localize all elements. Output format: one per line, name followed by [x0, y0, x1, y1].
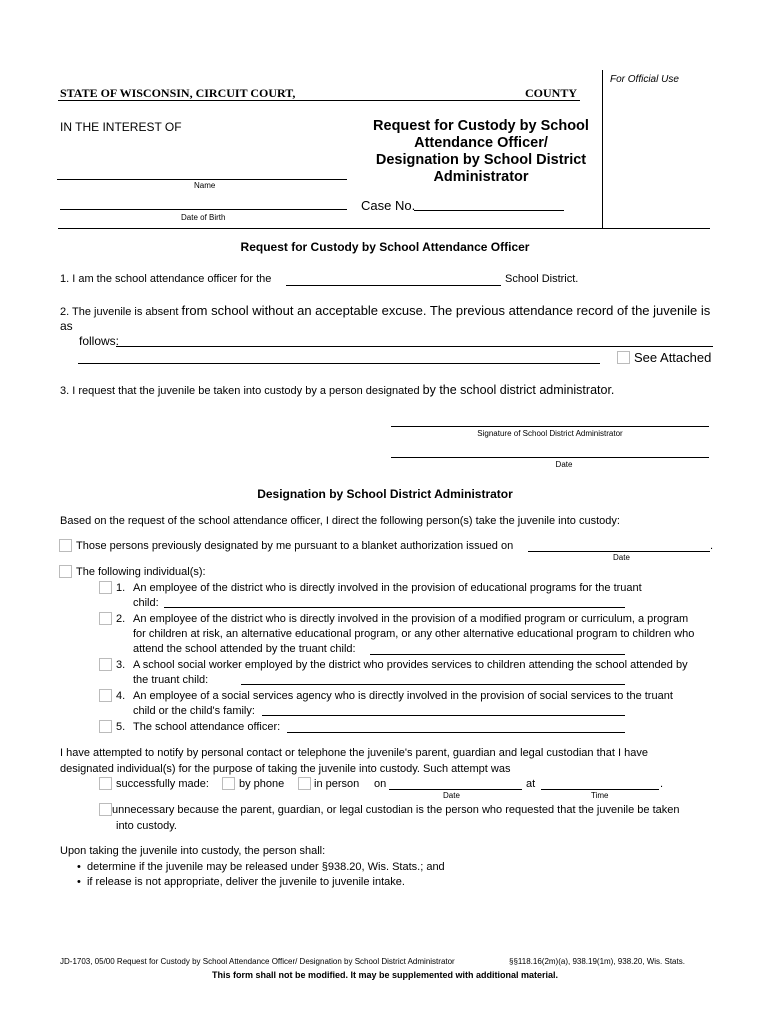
section1-heading: Request for Custody by School Attendance Officer	[240, 240, 530, 254]
dob-field[interactable]	[60, 209, 347, 210]
item2-as: as	[60, 319, 73, 333]
sig-date-field[interactable]	[391, 457, 709, 458]
item-1-checkbox[interactable]	[99, 581, 112, 594]
item-4-checkbox[interactable]	[99, 689, 112, 702]
unnecessary-checkbox[interactable]	[99, 803, 112, 816]
title-line-3: Designation by School District	[375, 152, 587, 168]
unnecessary-line-1: unnecessary because the parent, guardian, or legal custodian is the person who requested that the juvenile be taken	[112, 804, 680, 816]
individuals-label: The following individual(s):	[76, 566, 206, 578]
form-title	[350, 118, 612, 186]
upon-bullet-2-text: if release is not appropriate, deliver the juvenile to juvenile intake.	[86, 876, 405, 888]
item3-a: 3. I request that the juvenile be taken into custody by a person designated	[60, 385, 423, 397]
attempt-time-label: Time	[591, 791, 609, 800]
case-no-field[interactable]	[414, 210, 564, 211]
by-phone-label: by phone	[239, 778, 285, 790]
item-5-num: 5.	[116, 721, 126, 733]
header-bottom-rule	[58, 228, 710, 229]
blanket-date-label: Date	[613, 553, 630, 562]
successfully-label: successfully made:	[116, 778, 209, 790]
blanket-label: Those persons previously designated by me pursuant to a blanket authorization issued on	[76, 540, 514, 552]
school-district-field[interactable]	[286, 285, 501, 286]
signature-label: Signature of School District Administrator	[477, 429, 623, 438]
follows-label: follows:	[79, 334, 120, 348]
county-label: COUNTY	[525, 86, 578, 100]
section2-heading: Designation by School District Administrator	[257, 487, 513, 501]
item-3-line-2: the truant child:	[133, 674, 209, 686]
name-label: Name	[194, 181, 216, 190]
blanket-checkbox[interactable]	[59, 539, 72, 552]
item-3-field[interactable]	[241, 684, 625, 685]
item-4-num: 4.	[116, 690, 126, 702]
item-2-field[interactable]	[370, 654, 625, 655]
blanket-period: .	[710, 540, 714, 552]
item2-b: from school without an acceptable excuse. The previous attendance record of the juvenile is	[181, 303, 711, 318]
upon-bullet-1	[77, 861, 445, 873]
in-person-label: in person	[314, 778, 360, 790]
court-underline	[58, 100, 580, 101]
footer-form-id: JD-1703, 05/00 Request for Custody by School Attendance Officer/ Designation by School District Administrator	[60, 957, 455, 966]
individuals-checkbox[interactable]	[59, 565, 72, 578]
footer-notice: This form shall not be modified. It may be supplemented with additional material.	[211, 970, 559, 980]
item-2-line-3: attend the school attended by the truant child:	[133, 643, 356, 655]
dob-label: Date of Birth	[181, 213, 226, 222]
title-line-2: Attendance Officer/	[414, 135, 548, 151]
on-label: on	[374, 778, 387, 790]
item-2-line-1: An employee of the district who is directly involved in the provision of a modified program or curriculum, a program	[133, 613, 689, 625]
unnecessary-line-2: into custody.	[116, 820, 177, 832]
at-label: at	[526, 778, 536, 790]
signature-field[interactable]	[391, 426, 709, 427]
item-1-num: 1.	[116, 582, 126, 594]
item3-b: by the school district administrator.	[422, 383, 615, 397]
item2-text	[60, 303, 710, 318]
in-person-checkbox[interactable]	[298, 777, 311, 790]
see-attached-checkbox[interactable]	[617, 351, 630, 364]
item-3-line-1: A school social worker employed by the district who provides services to children attending the school attended by	[133, 659, 688, 671]
name-field[interactable]	[57, 179, 347, 180]
item-3-checkbox[interactable]	[99, 658, 112, 671]
bullet-dot: •	[77, 861, 87, 873]
blanket-date-field[interactable]	[528, 551, 710, 552]
item-5-line-1: The school attendance officer:	[133, 721, 281, 733]
item-5-checkbox[interactable]	[99, 720, 112, 733]
item-4-field[interactable]	[262, 715, 625, 716]
item-1-field[interactable]	[164, 607, 625, 608]
item-4-line-2: child or the child's family:	[133, 705, 255, 717]
item-2-line-2: for children at risk, an alternative educational program, or any other alternative educational program to children who	[133, 628, 695, 640]
attempt-date-field[interactable]	[389, 789, 522, 790]
sig-date-label: Date	[555, 460, 573, 469]
attendance-record-field-1[interactable]	[116, 346, 713, 347]
attempt-time-field[interactable]	[541, 789, 659, 790]
item-4-line-1: An employee of a social services agency who is directly involved in the provision of social services to the truant	[133, 690, 673, 702]
item1-text: 1. I am the school attendance officer for the	[60, 273, 272, 285]
item2-a: 2. The juvenile is absent	[60, 306, 182, 318]
upon-intro: Upon taking the juvenile into custody, the person shall:	[60, 845, 326, 857]
title-line-4: Administrator	[433, 169, 529, 185]
item-1-line-1: An employee of the district who is directly involved in the provision of educational programs for the truant	[133, 582, 642, 594]
attempt-period: .	[660, 778, 664, 790]
item3-text	[60, 383, 614, 397]
item-2-num: 2.	[116, 613, 126, 625]
item-2-checkbox[interactable]	[99, 612, 112, 625]
upon-bullet-2	[77, 876, 405, 888]
by-phone-checkbox[interactable]	[222, 777, 235, 790]
successfully-checkbox[interactable]	[99, 777, 112, 790]
attempt-date-label: Date	[443, 791, 460, 800]
court-label: STATE OF WISCONSIN, CIRCUIT COURT,	[60, 86, 296, 100]
notify-line-2: designated individual(s) for the purpose of taking the juvenile into custody. Such attempt was	[60, 763, 511, 775]
item-5-field[interactable]	[287, 732, 625, 733]
item-3-num: 3.	[116, 659, 126, 671]
upon-bullet-1-text: determine if the juvenile may be released under §938.20, Wis. Stats.; and	[86, 861, 445, 873]
item1-post: School District.	[505, 273, 579, 285]
interest-label: IN THE INTEREST OF	[60, 120, 182, 134]
title-line-1: Request for Custody by School	[373, 118, 589, 134]
section2-intro: Based on the request of the school attendance officer, I direct the following person(s) take the juvenile into custody:	[60, 515, 620, 527]
case-no-label: Case No.	[361, 198, 416, 213]
attendance-record-field-2[interactable]	[78, 363, 600, 364]
official-use-label: For Official Use	[610, 74, 679, 85]
bullet-dot: •	[77, 876, 87, 888]
notify-line-1: I have attempted to notify by personal contact or telephone the juvenile's parent, guardian and legal custodian that I have	[60, 747, 648, 759]
footer-statutes: §§118.16(2m)(a), 938.19(1m), 938.20, Wis. Stats.	[509, 957, 685, 966]
item-1-line-2: child:	[133, 597, 159, 609]
see-attached-label: See Attached	[634, 350, 712, 365]
